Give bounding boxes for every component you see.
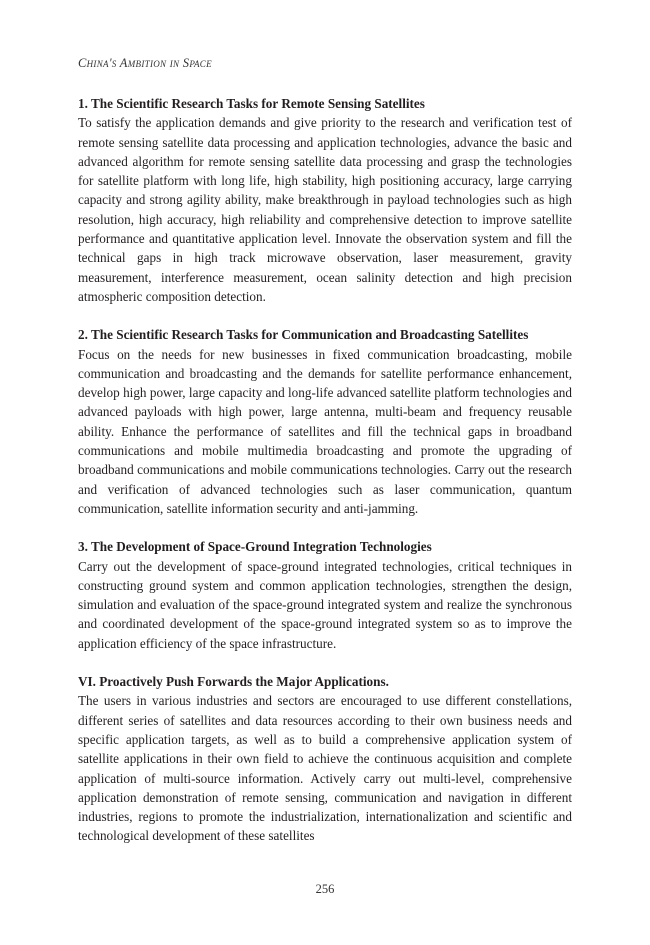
section-paragraph: Carry out the development of space-ground integrated technologies, critical techniques in constructing ground system and common application technologies, strengthen the design, simulation and evaluation of the space-ground integrated system and realize the synchronous and coordinated development of the space-ground integrated system so as to improve the application efficiency of the space infrastructure. bbox=[78, 558, 572, 651]
section-major-applications bbox=[78, 672, 572, 846]
running-head: China's Ambition in Space bbox=[78, 56, 212, 70]
section-paragraph: To satisfy the application demands and give priority to the research and verification test of remote sensing satellite data processing and application technologies, advance the basic and advanced algorithm for remote sensing satellite data processing and grasp the technologies for satellite platform with long life, high stability, high positioning accuracy, large carrying capacity and strong agility ability, make breakthrough in payload technologies such as high resolution, high accuracy, high reliability and comprehensive detection to improve satellite performance and quantitative application level. Innovate the observation system and fill the technical gaps in high track microwave observation, laser measurement, gravity measurement, interference measurement, ocean salinity detection and high precision atmospheric composition detection. bbox=[78, 115, 572, 304]
section-heading: VI. Proactively Push Forwards the Major Applications. bbox=[78, 674, 389, 690]
section-space-ground-integration bbox=[78, 537, 572, 653]
body-text bbox=[78, 94, 572, 865]
section-remote-sensing bbox=[78, 94, 572, 306]
section-communication-broadcasting bbox=[78, 325, 572, 518]
section-paragraph: Focus on the needs for new businesses in fixed communication broadcasting, mobile communication and broadcasting and the demands for satellite performance enhancement, develop high power, large capacity and long-life advanced satellite platform technologies and advanced payloads with high power, large antenna, multi-beam and frequency reusable ability. Enhance the performance of satellites and fill the technical gaps in broadband communications and mobile multimedia broadcasting and promote the upgrading of broadband communications and mobile communications technologies. Carry out the research and verification of advanced technologies such as laser communication, quantum communication, satellite information security and anti-jamming. bbox=[78, 346, 572, 516]
section-heading: 1. The Scientific Research Tasks for Remote Sensing Satellites bbox=[78, 96, 425, 111]
section-heading: 2. The Scientific Research Tasks for Communication and Broadcasting Satellites bbox=[78, 327, 529, 343]
page-number: 256 bbox=[315, 882, 335, 896]
section-heading: 3. The Development of Space-Ground Integration Technologies bbox=[78, 539, 432, 555]
section-paragraph: The users in various industries and sectors are encouraged to use different constellations, different series of satellites and data resources according to their own business needs and specific application targets, as well as to build a comprehensive application system of satellite applications in their own field to achieve the continuous acquisition and complete application of multi-source information. Actively carry out multi-level, comprehensive application demonstration of remote sensing, communication and navigation in different industries, regions to promote the industrialization, internationalization and scientific and technological development of these satellites bbox=[78, 693, 572, 844]
